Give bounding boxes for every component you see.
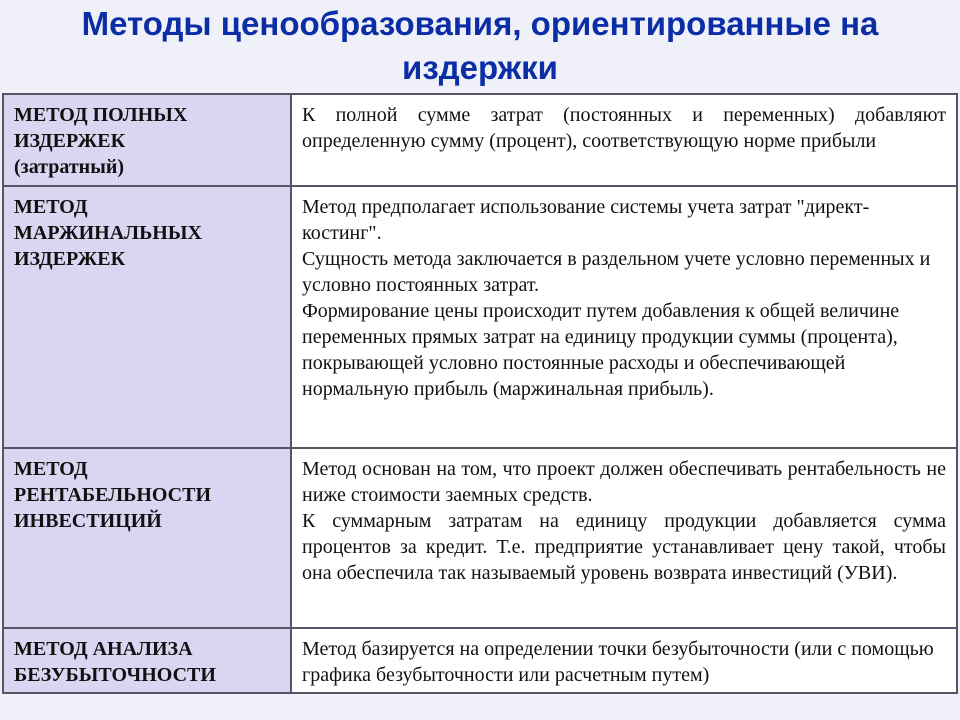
method-name-line: (затратный) [14,156,124,178]
method-description-cell [291,628,957,693]
method-name-line: МАРЖИНАЛЬНЫХ [14,222,202,244]
method-name-cell [3,94,291,186]
table-row-full-cost [3,94,957,186]
method-description-cell [291,448,957,628]
method-name-line: ИЗДЕРЖЕК [14,248,126,270]
page-title-block [0,0,960,92]
method-name-line: ИЗДЕРЖЕК [14,130,126,152]
method-description-text: К полной сумме затрат (постоянных и переменных) добавляют определенную сумму (процент), соответствующую норме прибыли [302,104,946,152]
method-description-text: Метод базируется на определении точки безубыточности (или с помощью графика безубыточности или расчетным путем) [302,638,934,686]
method-name-line: БЕЗУБЫТОЧНОСТИ [14,664,216,686]
method-description-text: Формирование цены происходит путем добавления к общей величине переменных прямых затрат на единицу продукции суммы (процента), покрывающей условно постоянные расходы и обеспечивающей нормальную прибыль (маржинальная прибыль). [302,300,900,400]
table-row-marginal-cost [3,186,957,448]
table-row-break-even [3,628,957,693]
method-description-cell [291,186,957,448]
method-name-line: МЕТОД [14,458,88,480]
pricing-methods-table [2,93,958,694]
method-name-line: РЕНТАБЕЛЬНОСТИ [14,484,212,506]
method-name-cell [3,448,291,628]
table-row-return-on-investment [3,448,957,628]
method-name-cell [3,628,291,693]
method-description-text: Сущность метода заключается в раздельном учете условно переменных и условно постоянных затрат. [302,248,931,296]
method-description-cell [291,94,957,186]
method-name-line: ИНВЕСТИЦИЙ [14,510,162,532]
method-description-text: Метод основан на том, что проект должен обеспечивать рентабельность не ниже стоимости заемных средств. [302,458,946,506]
page-title: Методы ценообразования, ориентированные на издержки [81,5,879,86]
method-name-cell [3,186,291,448]
method-name-line: МЕТОД [14,196,88,218]
method-description-text: К суммарным затратам на единицу продукции добавляется сумма процентов за кредит. Т.е. предприятие устанавливает цену такой, чтобы она обеспечила так называемый уровень возврата инвестиций (УВИ). [302,510,946,584]
method-description-text: Метод предполагает использование системы учета затрат "директ-костинг". [302,196,870,244]
method-name-line: МЕТОД АНАЛИЗА [14,638,193,660]
method-name-line: МЕТОД ПОЛНЫХ [14,104,188,126]
